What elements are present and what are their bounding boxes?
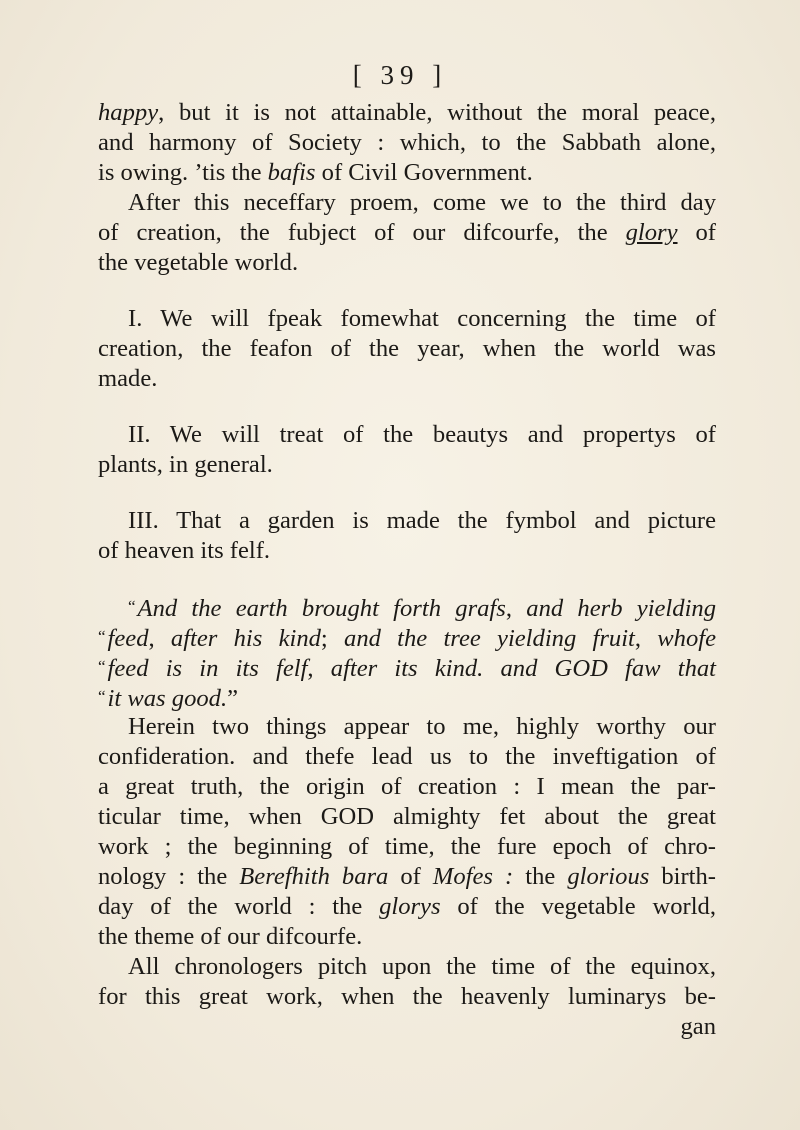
text-line: I. We will fpeak fomewhat concerning the time of [128,305,716,332]
text-line: creation, the feafon of the year, when the world was [98,335,716,362]
text-line: of creation, the fubject of our difcourfe, the glory of [98,219,716,246]
quote-line: “And the earth brought forth grafs, and herb yielding [128,595,716,622]
text-line: ticular time, when GOD almighty fet about the great [98,803,716,830]
text-line: of heaven its felf. [98,537,271,564]
text-line: the vegetable world. [98,249,299,276]
text-line: II. We will treat of the beautys and propertys of [128,421,716,448]
text-line: is owing. ’tis the bafis of Civil Government. [98,159,533,186]
paragraph-gap [98,394,716,420]
paragraph-gap [98,278,716,304]
quote-line: “feed is in its felf, after its kind. and GOD faw that [98,655,716,682]
text-line: confideration. and thefe lead us to the inveftigation of [98,743,716,770]
text-line: nology : the Berefhith bara of Mofes : the glorious birth- [98,863,716,890]
text-line: and harmony of Society : which, to the Sabbath alone, [98,129,716,156]
text-line: III. That a garden is made the fymbol and picture [128,507,716,534]
text-line: After this neceffary proem, come we to the third day [128,189,716,216]
text-line: All chronologers pitch upon the time of the equinox, [128,953,716,980]
page-body [98,98,716,1042]
paragraph-gap [98,566,716,592]
text-line: work ; the beginning of time, the fure epoch of chro- [98,833,716,860]
quote-line: “it was good.” [98,685,239,712]
page-number: [ 39 ] [352,60,448,90]
text-line: made. [98,365,158,392]
text-line: Herein two things appear to me, highly worthy our [128,713,716,740]
text-line: for this great work, when the heavenly luminarys be- [98,983,716,1010]
text-line: happy, but it is not attainable, without the moral peace, [98,99,716,126]
text-line: the theme of our difcourfe. [98,923,363,950]
paragraph-gap [98,480,716,506]
text-line: plants, in general. [98,451,273,478]
quote-line: “feed, after his kind; and the tree yielding fruit, whofe [98,625,717,652]
text-line: day of the world : the glorys of the vegetable world, [98,893,716,920]
catchword: gan [680,1013,716,1040]
text-line: a great truth, the origin of creation : I mean the par- [98,773,716,800]
